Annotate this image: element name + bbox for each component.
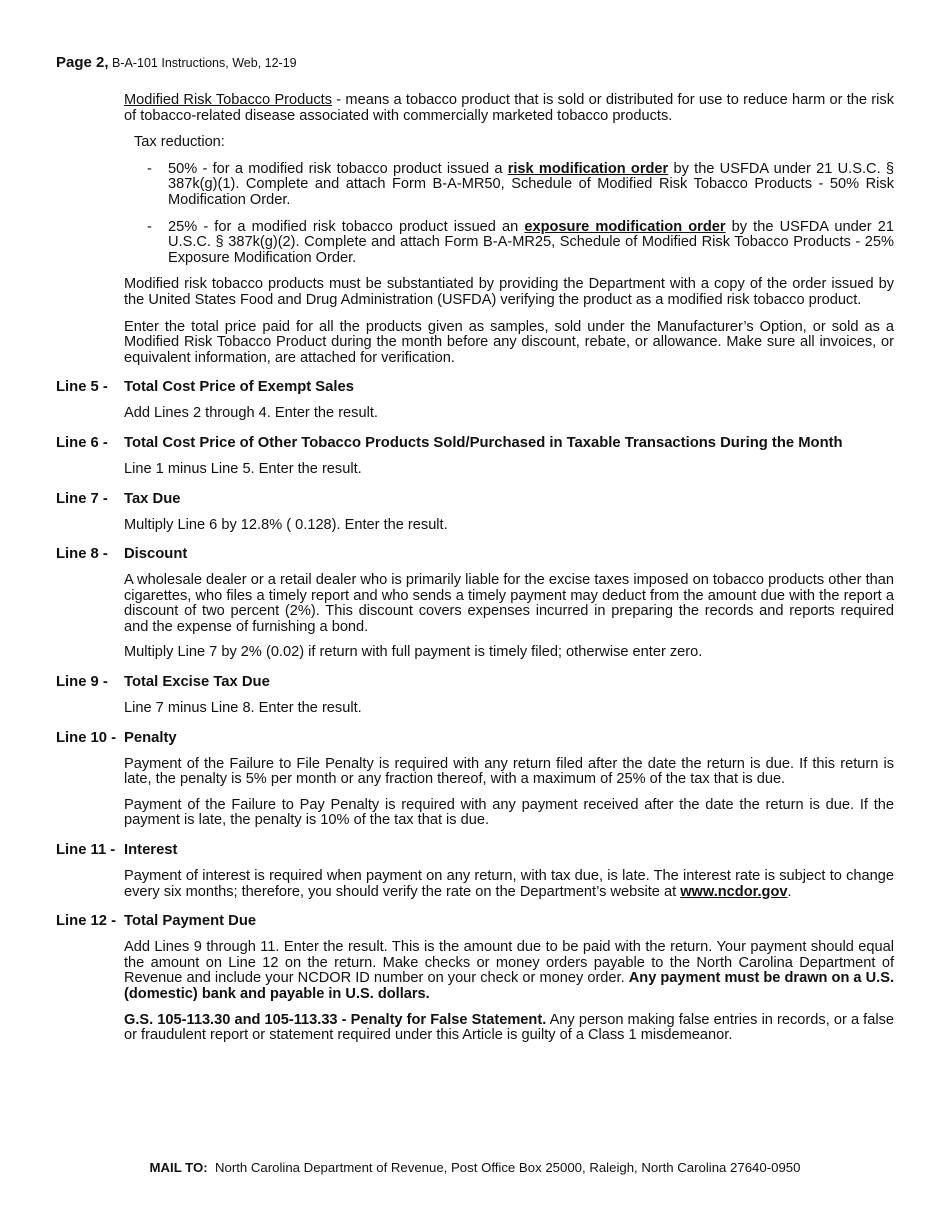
instructions-body [56,93,894,1044]
mrtp-definition: Modified Risk Tobacco Products - means a tobacco product that is sold or distributed for use to reduce harm or the risk of tobacco-related disease associated with commercially marketed tobacco products. [124,92,894,124]
line-7-heading: Line 7 - Tax Due [56,490,181,507]
line-10-heading: Line 10 - Penalty [56,729,177,746]
line-8-body-2: Multiply Line 7 by 2% (0.02) if return with full payment is timely filed; otherwise enter zero. [124,644,703,661]
page-header [56,54,297,71]
ncdor-website-link[interactable]: www.ncdor.gov [680,883,788,900]
tax-reduction-label: Tax reduction: [134,134,225,151]
mrtp-substantiate: Modified risk tobacco products must be substantiated by providing the Department with a copy of the order issued by the United States Food and Drug Administration (USFDA) verifying the product as a modified risk tobacco product. [124,276,894,308]
line-11-body: Payment of interest is required when payment on any return, with tax due, is late. The interest rate is subject to change every six months; therefore, you should verify the rate on the Department’s website at www.ncdor.gov. [124,868,894,900]
line-8-heading: Line 8 - Discount [56,546,188,563]
line-9-heading: Line 9 - Total Excise Tax Due [56,674,270,691]
line-10-body-1: Payment of the Failure to File Penalty is required with any return filed after the date the return is due. If this return is late, the penalty is 5% per month or any fraction thereof, with a maximum of 25% of the tax that is due. [124,755,894,788]
line-7-body: Multiply Line 6 by 12.8% ( 0.128). Enter the result. [124,516,448,533]
page-number: Page 2, [56,54,109,71]
line-6-heading: Line 6 - Total Cost Price of Other Tobacco Products Sold/Purchased in Taxable Transactions During the Month [56,434,843,451]
mail-to-label: MAIL TO: [149,1160,208,1175]
penalty-false-statement: G.S. 105-113.30 and 105-113.33 - Penalty for False Statement. Any person making false entries in records, or a false or fraudulent report or statement required under this Article is guilty of a Class 1 misdemeanor. [124,1011,894,1044]
line-6-body: Line 1 minus Line 5. Enter the result. [124,460,362,477]
line-5-heading: Line 5 - Total Cost Price of Exempt Sales [56,379,354,396]
mail-to-address: North Carolina Department of Revenue, Post Office Box 25000, Raleigh, North Carolina 27640-0950 [207,1160,801,1175]
line-12-body: Add Lines 9 through 11. Enter the result. This is the amount due to be paid with the return. Your payment should equal the amount on Line 12 on the return. Make checks or money orders payable to the North Carolina Department of Revenue and include your NCDOR ID number on your check or money order. Any payment must be drawn on a U.S. (domestic) bank and payable in U.S. dollars. [124,939,895,1002]
mrtp-enter-total: Enter the total price paid for all the products given as samples, sold under the Manufacturer’s Option, or sold as a Modified Risk Tobacco Product during the month before any discount, rebate, or allowance. Make sure all invoices, or equivalent information, are attached for verification. [124,318,894,366]
bullet-risk-modification: - 50% - for a modified risk tobacco product issued a risk modification order by the USFDA under 21 U.S.C. § 387k(g)(1). Complete and attach Form B-A-MR50, Schedule of Modified Risk Tobacco Products - 50% Risk Modification Order. [147,160,894,208]
line-11-heading: Line 11 - Interest [56,842,178,859]
line-5-body: Add Lines 2 through 4. Enter the result. [124,405,378,422]
mail-to-footer [0,1160,950,1175]
mrtp-term: Modified Risk Tobacco Products [124,92,333,108]
line-10-body-2: Payment of the Failure to Pay Penalty is required with any payment received after the date the return is due. If the payment is late, the penalty is 10% of the tax that is due. [124,796,894,829]
line-12-heading: Line 12 - Total Payment Due [56,913,257,930]
form-id: B-A-101 Instructions, Web, 12-19 [112,56,297,70]
line-9-body: Line 7 minus Line 8. Enter the result. [124,700,362,717]
line-8-body-1: A wholesale dealer or a retail dealer who is primarily liable for the excise taxes imposed on tobacco products other than cigarettes, who files a timely report and who sends a timely payment may deduct from the amount due with the report a discount of two percent (2%). This discount covers expenses incurred in preparing the records and reports required and the expense of furnishing a bond. [124,572,894,635]
bullet-exposure-modification: - 25% - for a modified risk tobacco product issued an exposure modification order by the USFDA under 21 U.S.C. § 387k(g)(2). Complete and attach Form B-A-MR25, Schedule of Modified Risk Tobacco Products - 25% Exposure Modification Order. [147,218,895,266]
